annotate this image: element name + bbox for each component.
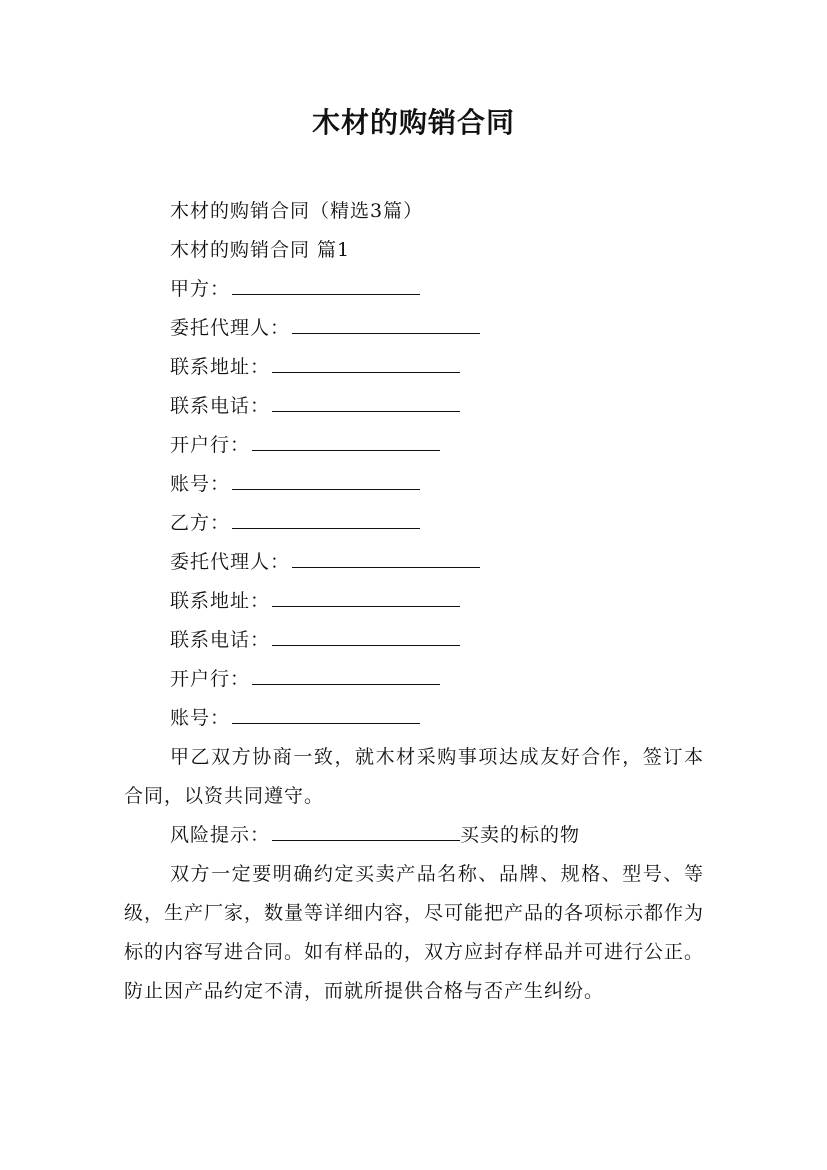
party-a-agent-label: 委托代理人： xyxy=(170,317,291,339)
party-a-bank-line xyxy=(124,426,704,465)
intro-paragraph: 甲乙双方协商一致，就木材采购事项达成友好合作，签订本合同，以资共同遵守。 xyxy=(124,746,704,807)
party-b-agent-blank[interactable] xyxy=(292,545,480,568)
party-b-agent-label: 委托代理人： xyxy=(170,551,291,573)
party-b-blank[interactable] xyxy=(232,506,420,529)
document-subtitle: 木材的购销合同（精选3篇） xyxy=(170,200,424,222)
party-b-label: 乙方： xyxy=(170,512,231,534)
party-a-blank[interactable] xyxy=(232,272,420,295)
document-body xyxy=(124,192,704,1011)
party-b-bank-blank[interactable] xyxy=(252,662,440,685)
party-a-account-label: 账号： xyxy=(170,473,231,495)
party-b-phone-line xyxy=(124,621,704,660)
document-title: 木材的购销合同 xyxy=(311,106,515,139)
risk-blank[interactable] xyxy=(272,818,460,841)
party-a-address-blank[interactable] xyxy=(272,350,460,373)
party-a-agent-blank[interactable] xyxy=(292,311,480,334)
party-a-address-line xyxy=(124,348,704,387)
party-a-phone-line xyxy=(124,387,704,426)
party-a-line xyxy=(124,270,704,309)
party-b-address-line xyxy=(124,582,704,621)
party-b-bank-label: 开户行： xyxy=(170,668,251,690)
party-a-phone-label: 联系电话： xyxy=(170,395,271,417)
party-a-phone-blank[interactable] xyxy=(272,389,460,412)
risk-paragraph: 双方一定要明确约定买卖产品名称、品牌、规格、型号、等级，生产厂家，数量等详细内容，尽可能把产品的各项标示都作为标的内容写进合同。如有样品的，双方应封存样品并可进行公正。防止因产品约定不清，而就所提供合格与否产生纠纷。 xyxy=(124,863,705,1002)
party-b-address-label: 联系地址： xyxy=(170,590,271,612)
party-b-account-line xyxy=(124,699,704,738)
section-heading: 木材的购销合同 篇1 xyxy=(170,239,351,261)
party-a-account-line xyxy=(124,465,704,504)
party-a-address-label: 联系地址： xyxy=(170,356,271,378)
party-a-account-blank[interactable] xyxy=(232,467,420,490)
risk-line xyxy=(124,816,704,855)
party-b-bank-line xyxy=(124,660,704,699)
party-a-bank-blank[interactable] xyxy=(252,428,440,451)
party-b-account-label: 账号： xyxy=(170,707,231,729)
party-b-phone-label: 联系电话： xyxy=(170,629,271,651)
party-b-agent-line xyxy=(124,543,704,582)
party-b-account-blank[interactable] xyxy=(232,701,420,724)
risk-label: 风险提示： xyxy=(170,824,271,846)
risk-suffix: 买卖的标的物 xyxy=(460,824,581,846)
party-b-line xyxy=(124,504,704,543)
party-a-label: 甲方： xyxy=(170,278,231,300)
party-a-agent-line xyxy=(124,309,704,348)
party-a-bank-label: 开户行： xyxy=(170,434,251,456)
party-b-address-blank[interactable] xyxy=(272,584,460,607)
party-b-phone-blank[interactable] xyxy=(272,623,460,646)
